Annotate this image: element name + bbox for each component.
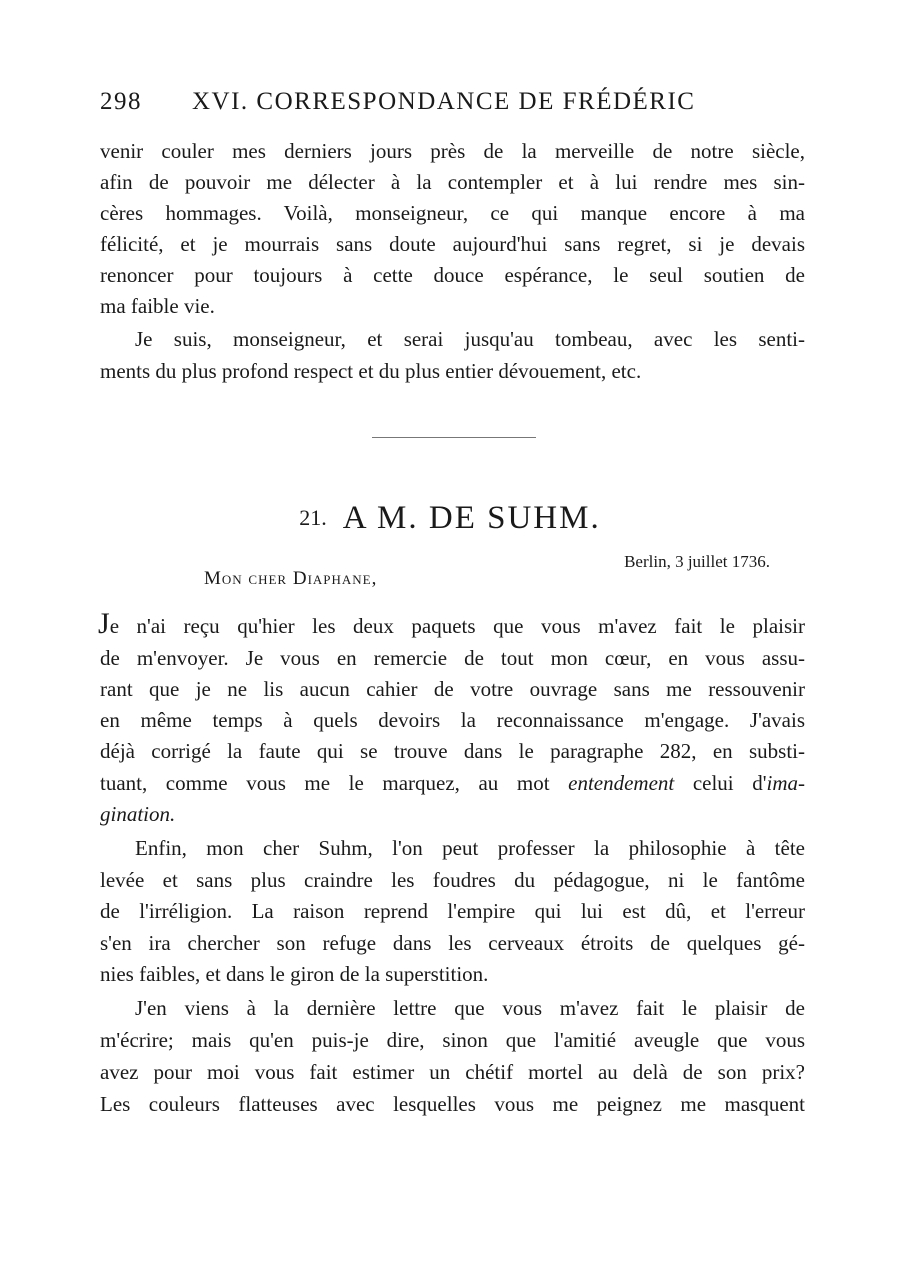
- italic-term: entendement: [568, 771, 675, 795]
- drop-initial: J: [98, 607, 110, 640]
- running-head: [100, 88, 820, 122]
- paragraph-line: m'écrire; mais qu'en puis-je dire, sinon que l'amitié aveugle que vous: [100, 1028, 805, 1052]
- line-text: tuant, comme vous me le marquez, au mot: [100, 771, 569, 795]
- continuation-line: afin de pouvoir me délecter à la contempler et à lui rendre mes sin-: [100, 170, 805, 194]
- letter-heading: [0, 500, 900, 546]
- continuation-line: ma faible vie.: [100, 294, 215, 318]
- continuation-line: renoncer pour toujours à cette douce espérance, le seul soutien de: [100, 263, 805, 287]
- paragraph-line: levée et sans plus craindre les foudres du pédagogue, ni le fantôme: [100, 868, 805, 892]
- italic-term: gination.: [100, 802, 176, 826]
- paragraph-line: avez pour moi vous fait estimer un chétif mortel au delà de son prix?: [100, 1060, 805, 1084]
- letter-number: 21.: [299, 505, 327, 530]
- paragraph-line: [100, 799, 805, 830]
- paragraph-line: Les couleurs flatteuses avec lesquelles vous me peignez me masquent: [100, 1092, 805, 1116]
- paragraph-line: J'en viens à la dernière lettre que vous m'avez fait le plaisir de: [135, 996, 805, 1020]
- letter-title: A M. DE SUHM.: [342, 500, 601, 536]
- paragraph-line: déjà corrigé la faute qui se trouve dans le paragraphe 282, en substi-: [100, 739, 805, 763]
- running-title: XVI. CORRESPONDANCE DE FRÉDÉRIC: [192, 88, 696, 115]
- paragraph-line: en même temps à quels devoirs la reconnaissance m'engage. J'avais: [100, 708, 805, 732]
- paragraph-line: rant que je ne lis aucun cahier de votre ouvrage sans me ressouvenir: [100, 677, 805, 701]
- paragraph-line: [100, 768, 805, 799]
- paragraph-line: de m'envoyer. Je vous en remercie de tout mon cœur, en vous assu-: [100, 646, 805, 670]
- closing-line: ments du plus profond respect et du plus entier dévouement, etc.: [100, 359, 642, 383]
- salutation: Mon cher Diaphane,: [204, 568, 378, 589]
- continuation-line: félicité, et je mourrais sans doute aujourd'hui sans regret, si je devais: [100, 232, 805, 256]
- line-text: e n'ai reçu qu'hier les deux paquets que vous m'avez fait le plaisir: [109, 614, 805, 638]
- paragraph-line: de l'irréligion. La raison reprend l'empire qui lui est dû, et l'erreur: [100, 899, 805, 923]
- italic-term: ima-: [766, 771, 805, 795]
- paragraph-line: s'en ira chercher son refuge dans les cerveaux étroits de quelques gé-: [100, 931, 805, 955]
- paragraph-line: Enfin, mon cher Suhm, l'on peut professer la philosophie à tête: [135, 836, 805, 860]
- page-number: 298: [100, 88, 142, 115]
- section-divider: [372, 437, 536, 438]
- continuation-line: cères hommages. Voilà, monseigneur, ce qui manque encore à ma: [100, 201, 805, 225]
- closing-line: Je suis, monseigneur, et serai jusqu'au tombeau, avec les senti-: [135, 327, 805, 351]
- line-text: celui d': [674, 771, 767, 795]
- dateline: Berlin, 3 juillet 1736.: [624, 552, 770, 571]
- paragraph-line: [98, 607, 805, 642]
- continuation-line: venir couler mes derniers jours près de la merveille de notre siècle,: [100, 139, 805, 163]
- paragraph-line: nies faibles, et dans le giron de la superstition.: [100, 962, 489, 986]
